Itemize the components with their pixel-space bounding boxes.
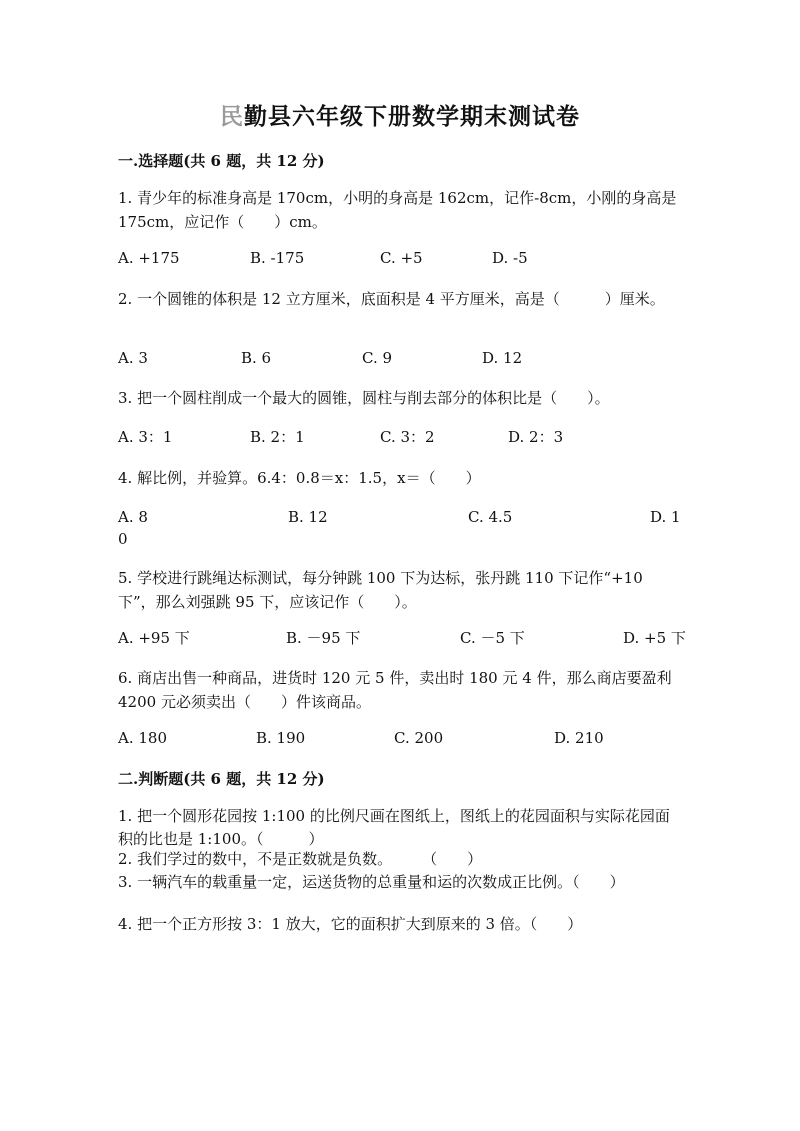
option-b: B. -175 bbox=[250, 249, 305, 267]
title-first-char: 民 bbox=[220, 103, 244, 130]
option-d: D. 1 bbox=[650, 508, 681, 526]
option-c: C. +5 bbox=[380, 249, 423, 267]
title-rest: 勤县六年级下册数学期末测试卷 bbox=[244, 103, 580, 130]
option-b: B. 2：1 bbox=[250, 428, 305, 446]
question-2-options bbox=[118, 347, 683, 369]
section-choice-heading: 一.选择题(共 6 题，共 12 分) bbox=[118, 152, 325, 170]
section-judgment-heading: 二.判断题(共 6 题，共 12 分) bbox=[118, 770, 325, 788]
option-d: D. +5 下 bbox=[623, 629, 686, 647]
option-a: A. 3 bbox=[118, 349, 148, 367]
option-c: C. 4.5 bbox=[468, 508, 513, 526]
question-5: 5. 学校进行跳绳达标测试，每分钟跳 100 下为达标，张丹跳 110 下记作“+10 下”，那么刘强跳 95 下，应该记作（ ）。 bbox=[118, 569, 643, 611]
question-6-options bbox=[118, 727, 683, 749]
option-b: B. 12 bbox=[288, 508, 328, 526]
option-b: B. －95 下 bbox=[286, 629, 361, 647]
option-c: C. 200 bbox=[394, 729, 444, 747]
question-1: 1. 青少年的标准身高是 170cm，小明的身高是 162cm，记作-8cm，小刚的身高是 175cm，应记作（ ）cm。 bbox=[118, 189, 677, 231]
option-c: C. 3：2 bbox=[380, 428, 435, 446]
question-4-options bbox=[118, 506, 683, 528]
option-a: A. +95 下 bbox=[118, 629, 190, 647]
judgment-4: 4. 把一个正方形按 3：1 放大，它的面积扩大到原来的 3 倍。（ ） bbox=[118, 915, 583, 933]
option-d-wrap: 0 bbox=[118, 530, 128, 548]
question-6: 6. 商店出售一种商品，进货时 120 元 5 件，卖出时 180 元 4 件，那么商店要盈利 4200 元必须卖出（ ）件该商品。 bbox=[118, 669, 672, 711]
option-d: D. 12 bbox=[482, 349, 523, 367]
option-d: D. 210 bbox=[554, 729, 604, 747]
option-a: A. 180 bbox=[118, 729, 167, 747]
option-c: C. －5 下 bbox=[460, 629, 525, 647]
option-d: D. -5 bbox=[492, 249, 528, 267]
option-c: C. 9 bbox=[362, 349, 393, 367]
judgment-3: 3. 一辆汽车的载重量一定，运送货物的总重量和运的次数成正比例。（ ） bbox=[118, 873, 625, 891]
option-b: B. 190 bbox=[256, 729, 306, 747]
judgment-1: 1. 把一个圆形花园按 1:100 的比例尺画在图纸上，图纸上的花园面积与实际花园面积的比也是 1:100。（ ） bbox=[118, 807, 670, 848]
question-3: 3. 把一个圆柱削成一个最大的圆锥，圆柱与削去部分的体积比是（ ）。 bbox=[118, 389, 610, 407]
question-5-options bbox=[118, 627, 686, 649]
option-d: D. 2：3 bbox=[508, 428, 564, 446]
question-4: 4. 解比例，并验算。6.4：0.8＝x：1.5，x＝（ ） bbox=[118, 469, 481, 487]
option-b: B. 6 bbox=[241, 349, 272, 367]
page-title bbox=[0, 98, 800, 131]
option-a: A. 8 bbox=[118, 508, 148, 526]
option-a: A. +175 bbox=[118, 249, 180, 267]
judgment-2: 2. 我们学过的数中，不是正数就是负数。 （ ） bbox=[118, 850, 483, 868]
question-2: 2. 一个圆锥的体积是 12 立方厘米，底面积是 4 平方厘米，高是（ ）厘米。 bbox=[118, 290, 665, 308]
question-1-options bbox=[118, 247, 683, 269]
question-3-options bbox=[118, 426, 683, 448]
option-a: A. 3：1 bbox=[118, 428, 173, 446]
